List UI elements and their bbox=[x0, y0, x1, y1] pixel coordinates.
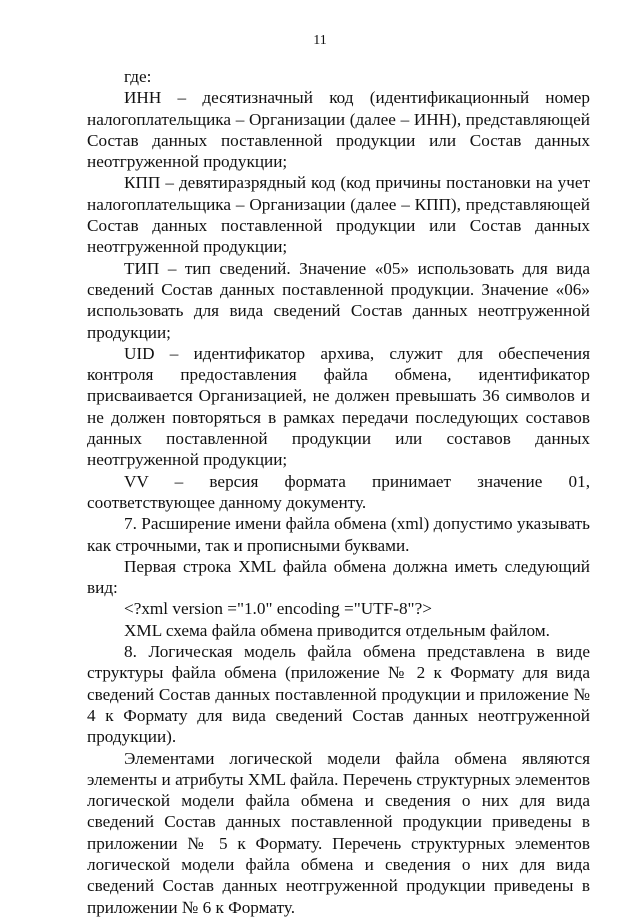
paragraph-type: ТИП – тип сведений. Значение «05» использовать для вида сведений Состав данных поставленной продукции. Значение «06» использовать для вида сведений Состав данных неотгруженной продукции; bbox=[87, 258, 590, 342]
paragraph-first-line: Первая строка XML файла обмена должна иметь следующий вид: bbox=[87, 556, 590, 598]
page-number: 11 bbox=[313, 33, 327, 48]
document-body bbox=[87, 66, 590, 918]
paragraph-elements: Элементами логической модели файла обмена являются элементы и атрибуты XML файла. Перечень структурных элементов логической модели файла обмена и сведения о них для вида сведений Состав данных поставленной продукции приведены в приложении № 5 к Формату. Перечень структурных элементов логической модели файла обмена и сведения о них для вида сведений Состав данных неотгруженной продукции приведены в приложении № 6 к Формату. bbox=[87, 748, 590, 917]
paragraph-7-extension: 7. Расширение имени файла обмена (xml) допустимо указывать как строчными, так и прописными буквами. bbox=[87, 514, 590, 555]
xml-declaration: <?xml version ="1.0" encoding ="UTF-8"?> bbox=[124, 599, 432, 619]
paragraph-8-logical-model: 8. Логическая модель файла обмена представлена в виде структуры файла обмена (приложение № 2 к Формату для вида сведений Состав данных поставленной продукции и приложение № 4 к Формату для вида сведений Состав данных неотгруженной продукции). bbox=[87, 642, 590, 747]
paragraph-inn: ИНН – десятизначный код (идентификационный номер налогоплательщика – Организации (далее – ИНН), представляющей Состав данных поставленной продукции или Состав данных неотгруженной продукции; bbox=[87, 88, 590, 172]
paragraph-where: где: bbox=[124, 67, 152, 86]
paragraph-xml-schema: XML схема файла обмена приводится отдельным файлом. bbox=[124, 620, 550, 640]
paragraph-version: VV – версия формата принимает значение 01, соответствующее данному документу. bbox=[87, 471, 590, 512]
paragraph-kpp: КПП – девятиразрядный код (код причины постановки на учет налогоплательщика – Организации (далее – КПП), представляющей Состав данных поставленной продукции или Состав данных неотгруженной продукции; bbox=[87, 173, 590, 257]
paragraph-uid: UID – идентификатор архива, служит для обеспечения контроля предоставления файла обмена, идентификатор присваивается Организацией, не должен превышать 36 символов и не должен повторяться в рамках передачи последующих составов данных поставленной продукции или составов данных неотгруженной продукции; bbox=[87, 343, 590, 470]
